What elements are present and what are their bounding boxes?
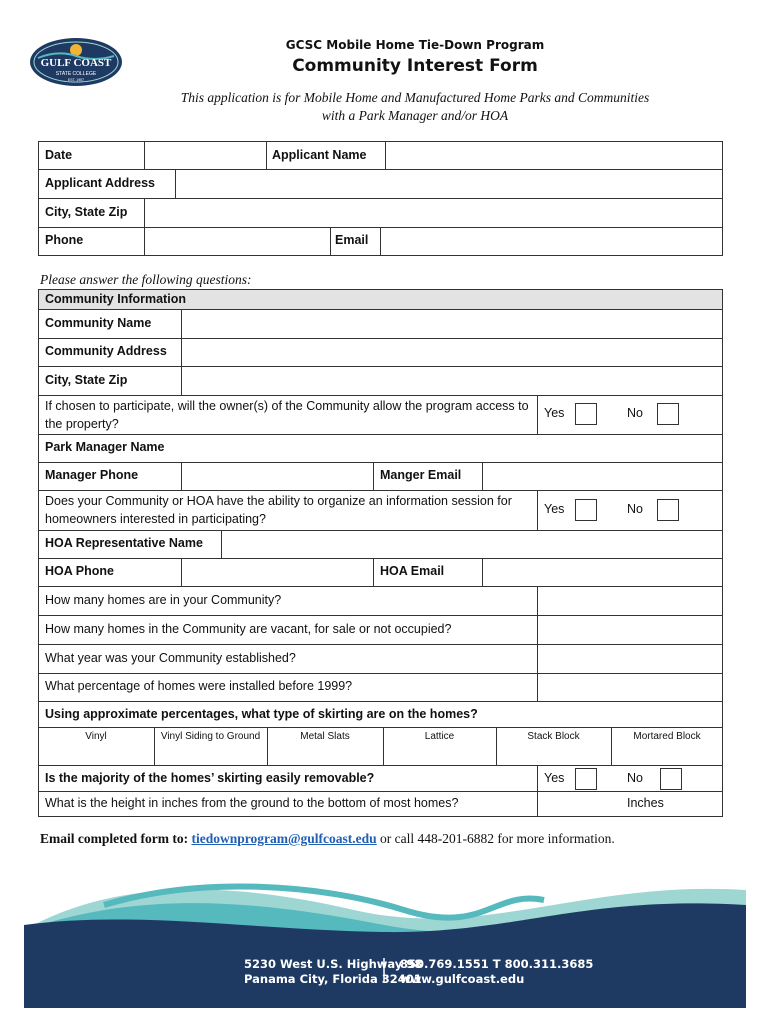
question-height: What is the height in inches from the ground to the bottom of most homes? — [45, 796, 459, 810]
logo-subline: STATE COLLEGE — [55, 71, 97, 77]
year-established-field[interactable] — [539, 646, 721, 671]
question-homes-count: How many homes are in your Community? — [45, 593, 282, 607]
manager-phone-field[interactable] — [183, 464, 371, 489]
section-title: Community Information — [45, 292, 186, 306]
footer-contact — [400, 957, 593, 987]
skirting-vinyl-label: Vinyl — [85, 731, 107, 742]
applicant-name-label: Applicant Name — [272, 148, 367, 162]
gulf-coast-logo — [28, 36, 124, 88]
footer-address — [244, 957, 422, 987]
allow-no-label: No — [627, 406, 643, 420]
question-year-established: What year was your Community established? — [45, 651, 296, 665]
skirting-vinyl-siding-field[interactable] — [156, 745, 266, 764]
logo-est: EST. 1957 — [67, 78, 85, 82]
community-city-label: City, State Zip — [45, 373, 128, 387]
contact-email-link[interactable]: tiedownprogram@gulfcoast.edu — [191, 831, 377, 846]
skirting-stack-block-label: Stack Block — [527, 731, 580, 742]
description-line-2: with a Park Manager and/or HOA — [321, 108, 509, 123]
community-address-label: Community Address — [45, 344, 167, 358]
contact-suffix: or call 448-201-6882 for more information. — [380, 831, 615, 846]
program-name: GCSC Mobile Home Tie-Down Program — [285, 38, 545, 52]
manager-email-label: Manger Email — [380, 468, 462, 482]
hoa-email-field[interactable] — [484, 560, 721, 585]
park-manager-field[interactable] — [183, 436, 721, 461]
inches-label: Inches — [627, 796, 664, 810]
applicant-address-label: Applicant Address — [45, 176, 155, 190]
community-address-field[interactable] — [183, 340, 721, 365]
community-name-field[interactable] — [183, 311, 721, 336]
allow-no-checkbox[interactable] — [657, 403, 679, 425]
hoa-phone-field[interactable] — [183, 560, 371, 585]
question-vacant: How many homes in the Community are vacant, for sale or not occupied? — [45, 622, 452, 636]
question-info-session: Does your Community or HOA have the ability to organize an information session for homeowners interested in participating? — [45, 494, 512, 526]
email-field[interactable] — [382, 229, 721, 254]
applicant-name-field[interactable] — [387, 143, 721, 167]
skirting-lattice-label: Lattice — [424, 731, 455, 742]
removable-yes-label: Yes — [544, 771, 565, 785]
footer-street: 5230 West U.S. Highway 98 — [244, 957, 423, 971]
footer-phones: 850.769.1551 T 800.311.3685 — [400, 957, 594, 971]
description-line-1: This application is for Mobile Home and Manufactured Home Parks and Communities — [180, 90, 650, 105]
applicant-city-field[interactable] — [146, 200, 721, 225]
question-before-1999: What percentage of homes were installed before 1999? — [45, 679, 353, 693]
form-title: Community Interest Form — [292, 56, 538, 76]
question-skirting: Using approximate percentages, what type of skirting are on the homes? — [45, 707, 478, 721]
session-no-label: No — [627, 502, 643, 516]
contact-prefix: Email completed form to: — [40, 831, 189, 846]
instructions: Please answer the following questions: — [40, 272, 252, 287]
form-description — [120, 89, 710, 125]
before-1999-field[interactable] — [539, 675, 721, 699]
session-yes-checkbox[interactable] — [575, 499, 597, 521]
manager-phone-label: Manager Phone — [45, 468, 139, 482]
session-yes-label: Yes — [544, 502, 565, 516]
skirting-lattice-field[interactable] — [385, 745, 495, 764]
footer-city: Panama City, Florida 32401 — [244, 972, 422, 986]
question-allow-access: If chosen to participate, will the owner(s) of the Community allow the program access to the property? — [45, 399, 529, 431]
hoa-email-label: HOA Email — [380, 564, 445, 578]
allow-yes-label: Yes — [544, 406, 565, 420]
skirting-metal-slats-label: Metal Slats — [300, 731, 350, 742]
contact-line — [40, 831, 615, 847]
height-field[interactable] — [539, 793, 619, 815]
skirting-mortared-block-label: Mortared Block — [633, 731, 701, 742]
manager-email-field[interactable] — [484, 464, 721, 489]
footer-website[interactable]: www.gulfcoast.edu — [400, 972, 525, 986]
skirting-vinyl-siding-label: Vinyl Siding to Ground — [160, 731, 261, 742]
hoa-rep-field[interactable] — [223, 532, 721, 557]
hoa-rep-label: HOA Representative Name — [45, 536, 203, 550]
community-city-field[interactable] — [183, 368, 721, 393]
applicant-city-label: City, State Zip — [45, 205, 128, 219]
phone-field[interactable] — [146, 229, 328, 254]
session-no-checkbox[interactable] — [657, 499, 679, 521]
email-label: Email — [335, 233, 369, 247]
applicant-address-field[interactable] — [177, 171, 721, 196]
skirting-stack-block-field[interactable] — [498, 745, 610, 764]
hoa-phone-label: HOA Phone — [45, 564, 114, 578]
removable-no-checkbox[interactable] — [660, 768, 682, 790]
park-manager-label: Park Manager Name — [45, 440, 165, 454]
community-name-label: Community Name — [45, 316, 152, 330]
date-field[interactable] — [146, 143, 264, 167]
date-label: Date — [45, 148, 73, 162]
removable-no-label: No — [627, 771, 643, 785]
phone-label: Phone — [45, 233, 84, 247]
skirting-metal-slats-field[interactable] — [269, 745, 382, 764]
skirting-vinyl-field[interactable] — [40, 745, 153, 764]
footer-waves — [24, 870, 746, 1008]
logo-name: GULF COAST — [40, 57, 112, 69]
homes-count-field[interactable] — [539, 588, 721, 613]
question-removable: Is the majority of the homes’ skirting easily removable? — [45, 771, 375, 785]
vacant-field[interactable] — [539, 617, 721, 642]
skirting-mortared-block-field[interactable] — [613, 745, 722, 764]
removable-yes-checkbox[interactable] — [575, 768, 597, 790]
allow-yes-checkbox[interactable] — [575, 403, 597, 425]
